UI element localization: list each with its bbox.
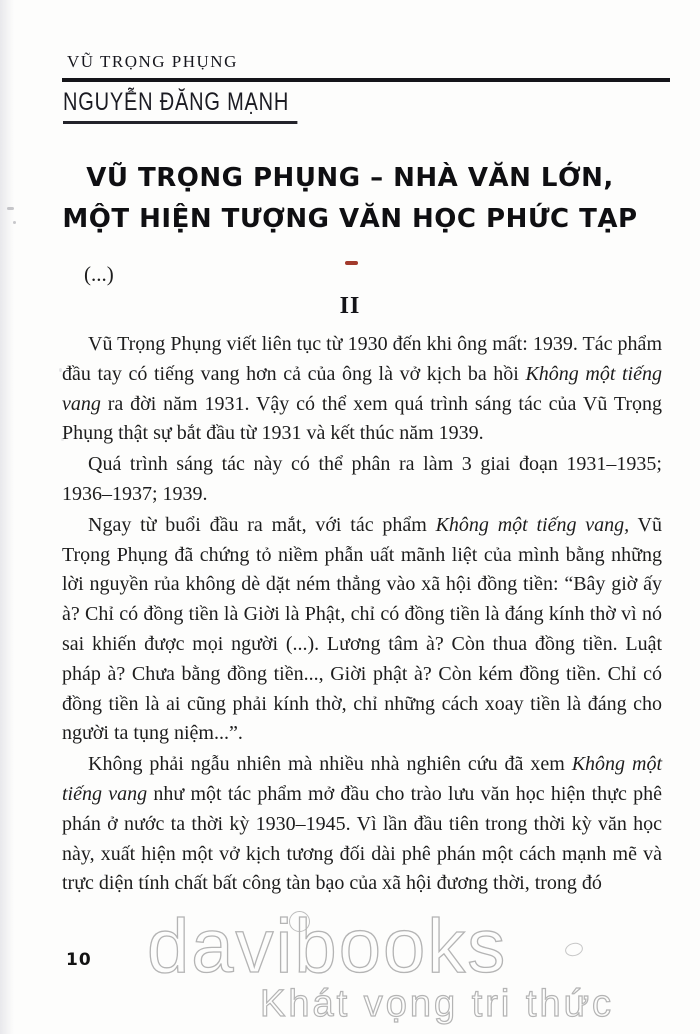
- watermark-brand: davibooks: [147, 904, 508, 989]
- accent-dash: [345, 261, 358, 265]
- chapter-title-line1: VŨ TRỌNG PHỤNG – NHÀ VĂN LỚN,: [86, 163, 614, 193]
- paragraph-segment: Không một tiếng vang,: [435, 513, 630, 536]
- scan-edge-shading: [0, 0, 14, 1034]
- paragraph-segment: Quá trình sáng tác này có thể phân ra làm 3 giai đoạn 1931–1935; 1936–1937; 1939.: [62, 453, 662, 505]
- ellipsis-mark: (...): [84, 262, 114, 286]
- running-header: VŨ TRỌNG PHỤNG: [67, 52, 238, 71]
- paragraph-segment: Vũ Trọng Phụng đã chứng tỏ niềm phẫn uất mãnh liệt của mình bằng những lời nguyền rủa không dè dặt ném thẳng vào xã hội đồng tiền: “Bây giờ ấy à? Chỉ có đồng tiền là Giời là Phật, chỉ có đồng tiền là đáng kính thờ vì nó sai khiến được mọi người (...). Lương tâm à? Còn thua đồng tiền. Luật pháp à? Chưa bằng đồng tiền..., Giời phật à? Còn kém đồng tiền. Chỉ có đồng tiền là ai cũng phải kính thờ, chỉ những cách xoay tiền là đáng cho người ta tụng niệm...”.: [62, 513, 662, 745]
- paragraph-segment: như một tác phẩm mở đầu cho trào lưu văn học hiện thực phê phán ở nước ta thời kỳ 1930–1945. Vì lần đầu tiên trong thời kỳ văn học này, xuất hiện một vở kịch tương đối dài phê phán một cách mạnh mẽ và trực diện tính chất bất công tàn bạo của xã hội đương thời, trong đó: [62, 782, 662, 895]
- section-number: II: [339, 293, 361, 319]
- author-name: NGUYỄN ĐĂNG MẠNH: [63, 88, 297, 124]
- header-rule: [62, 78, 670, 82]
- paragraph: [62, 511, 662, 749]
- watermark-registered-mark: [564, 941, 585, 958]
- paragraph-segment: Vũ Trọng Phụng viết liên tục từ 1930 đến khi ông mất: 1939. Tác phẩm đầu tay có tiếng vang hơn cả của ông là vở kịch ba hồi: [62, 333, 662, 385]
- paragraph-segment: ra đời năm 1931. Vậy có thể xem quá trình sáng tác của Vũ Trọng Phụng thật sự bắt đầu từ 1931 và kết thúc năm 1939.: [62, 392, 662, 445]
- body-text: [62, 330, 662, 900]
- watermark-slogan: Khát vọng tri thức: [260, 983, 615, 1025]
- watermark-circle: [289, 911, 310, 932]
- chapter-title-line2: MỘT HIỆN TƯỢNG VĂN HỌC PHỨC TẠP: [62, 204, 638, 234]
- paragraph-segment: Không một tiếng vang: [62, 362, 662, 415]
- paragraph: [62, 330, 662, 449]
- chapter-title: [0, 158, 700, 240]
- paragraph: [62, 450, 662, 510]
- paragraph-segment: Không một tiếng vang: [62, 753, 662, 805]
- paragraph-segment: Ngay từ buổi đầu ra mắt, với tác phẩm: [88, 513, 436, 536]
- paragraph-segment: Không phải ngẫu nhiên mà nhiều nhà nghiên cứu đã xem: [88, 753, 572, 776]
- page-number: 10: [66, 950, 92, 970]
- paragraph: [62, 750, 662, 899]
